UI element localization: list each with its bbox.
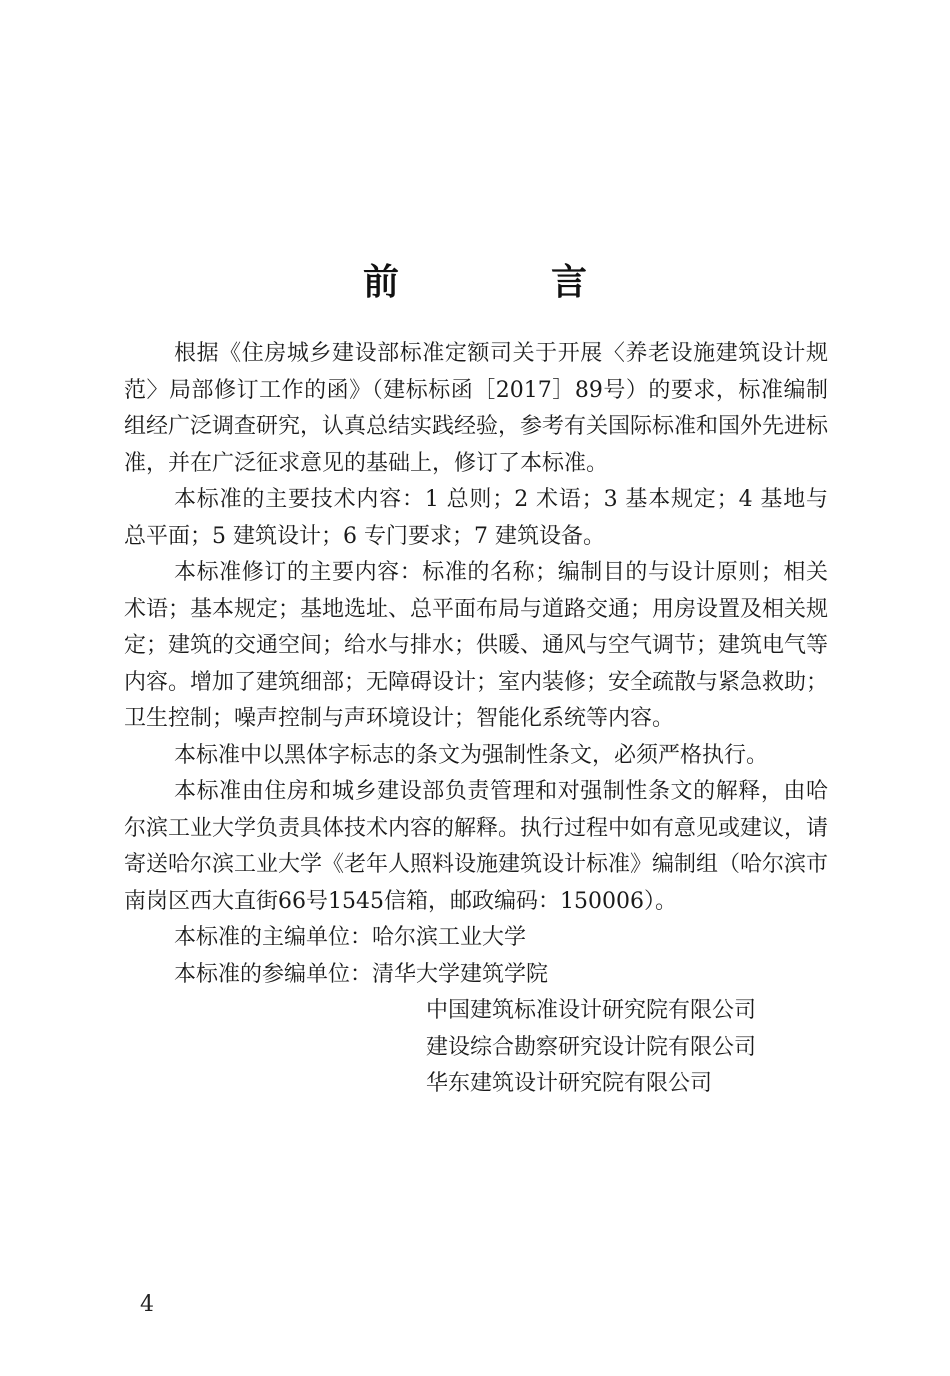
paragraph-basis: 根据《住房城乡建设部标准定额司关于开展〈养老设施建筑设计规范〉局部修订工作的函》（建标标函［2017］89号）的要求，标准编制组经广泛调查研究，认真总结实践经验，参考有关国际标准和国外先进标准，并在广泛征求意见的基础上，修订了本标准。 [124,341,829,476]
chief-unit: 本标准的主编单位：哈尔滨工业大学 [174,925,527,950]
paragraph-main-content: 本标准的主要技术内容：1 总则；2 术语；3 基本规定；4 基地与总平面；5 建筑设计；6 专门要求；7 建筑设备。 [124,487,828,549]
participating-unit: 本标准的参编单位：清华大学建筑学院 [174,961,549,987]
participating-unit-2: 中国建筑标准设计研究院有限公司 [426,998,757,1023]
preface-body [124,336,828,1103]
page-number: 4 [140,1292,154,1317]
participating-unit-4: 华东建筑设计研究院有限公司 [426,1071,713,1096]
page-title: 前 言 [362,261,645,304]
paragraph-mandatory-clauses: 本标准中以黑体字标志的条文为强制性条文，必须严格执行。 [174,742,769,768]
participating-unit-3: 建设综合勘察研究设计院有限公司 [426,1034,757,1060]
paragraph-revision-content: 本标准修订的主要内容：标准的名称；编制目的与设计原则；相关术语；基本规定；基地选址、总平面布局与道路交通；用房设置及相关规定；建筑的交通空间；给水与排水；供暖、通风与空气调节；建筑电气等内容。增加了建筑细部；无障碍设计；室内装修；安全疏散与紧急救助；卫生控制；噪声控制与声环境设计；智能化系统等内容。 [124,560,829,731]
paragraph-management: 本标准由住房和城乡建设部负责管理和对强制性条文的解释，由哈尔滨工业大学负责具体技术内容的解释。执行过程中如有意见或建议，请寄送哈尔滨工业大学《老年人照料设施建筑设计标准》编制组（哈尔滨市南岗区西大直街66号1545信箱，邮政编码：150006）。 [124,779,829,914]
